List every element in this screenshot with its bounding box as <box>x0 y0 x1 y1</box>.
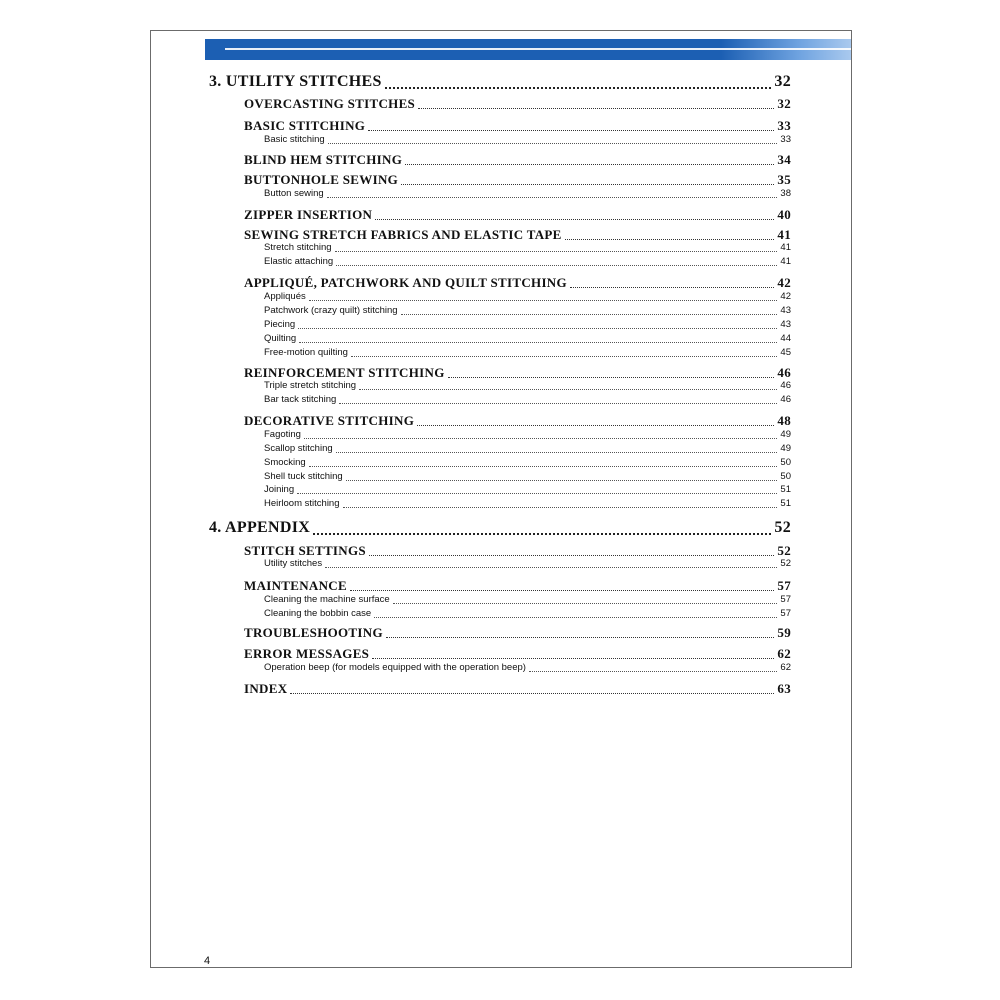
toc-entry-page: 41 <box>780 256 791 267</box>
toc-subsection[interactable] <box>264 347 791 359</box>
toc-entry-page: 42 <box>777 275 791 290</box>
dot-leader <box>368 130 774 131</box>
dot-leader <box>570 287 774 288</box>
toc-section[interactable] <box>244 578 791 594</box>
dot-leader <box>401 314 778 315</box>
toc-subsection[interactable] <box>264 380 791 392</box>
dot-leader <box>374 617 777 618</box>
dot-leader <box>327 197 778 198</box>
toc-entry-page: 51 <box>780 484 791 495</box>
toc-section[interactable] <box>244 543 791 559</box>
toc-entry-title: Patchwork (crazy quilt) stitching <box>264 305 398 316</box>
toc-entry-title: Elastic attaching <box>264 256 334 267</box>
toc-subsection[interactable] <box>264 394 791 406</box>
toc-subsection[interactable] <box>264 333 791 345</box>
toc-entry-page: 41 <box>780 242 791 253</box>
toc-subsection[interactable] <box>264 188 791 200</box>
dot-leader <box>372 658 774 659</box>
dot-leader <box>343 507 778 508</box>
toc-entry-page: 43 <box>780 305 791 316</box>
dot-leader <box>299 342 777 343</box>
toc-entry-title: Operation beep (for models equipped with the operation beep) <box>264 662 526 673</box>
toc-entry-page: 46 <box>777 365 791 380</box>
toc-entry-page: 34 <box>777 152 791 167</box>
toc-entry-title: Utility stitches <box>264 558 323 569</box>
toc-entry-page: 43 <box>780 319 791 330</box>
toc-section[interactable] <box>244 681 791 697</box>
dot-leader <box>405 164 774 165</box>
toc-subsection[interactable] <box>264 291 791 303</box>
dot-leader <box>328 143 778 144</box>
toc-entry-page: 45 <box>780 347 791 358</box>
toc-entry-page: 33 <box>780 134 791 145</box>
toc-subsection[interactable] <box>264 471 791 483</box>
toc-entry-title: APPLIQUÉ, PATCHWORK AND QUILT STITCHING <box>244 275 567 290</box>
toc-entry-title: Bar tack stitching <box>264 394 337 405</box>
toc-entry-title: 3. UTILITY STITCHES <box>209 73 382 90</box>
toc-entry-page: 62 <box>780 662 791 673</box>
toc-subsection[interactable] <box>264 256 791 268</box>
toc-entry-page: 50 <box>780 457 791 468</box>
toc-entry-page: 33 <box>777 118 791 133</box>
toc-entry-title: Triple stretch stitching <box>264 380 357 391</box>
dot-leader <box>350 590 774 591</box>
toc-entry-page: 59 <box>777 625 791 640</box>
table-of-contents <box>151 31 851 967</box>
dot-leader <box>336 265 777 266</box>
toc-entry-page: 32 <box>774 73 791 90</box>
dot-leader <box>529 671 777 672</box>
toc-entry-page: 52 <box>777 543 791 558</box>
toc-entry-title: DECORATIVE STITCHING <box>244 413 415 428</box>
toc-entry-title: INDEX <box>244 681 288 696</box>
toc-subsection[interactable] <box>264 558 791 570</box>
toc-subsection[interactable] <box>264 498 791 510</box>
toc-entry-title: Button sewing <box>264 188 324 199</box>
toc-entry-title: Cleaning the machine surface <box>264 594 390 605</box>
dot-leader <box>313 533 771 535</box>
toc-section[interactable] <box>244 625 791 641</box>
toc-entry-page: 63 <box>777 681 791 696</box>
dot-leader <box>385 87 772 89</box>
toc-entry-title: ZIPPER INSERTION <box>244 207 373 222</box>
toc-section[interactable] <box>244 96 791 112</box>
dot-leader <box>309 466 778 467</box>
dot-leader <box>339 403 777 404</box>
toc-section[interactable] <box>244 172 791 188</box>
dot-leader <box>346 480 778 481</box>
toc-entry-page: 46 <box>780 380 791 391</box>
toc-chapter[interactable] <box>209 519 791 539</box>
toc-entry-title: Shell tuck stitching <box>264 471 343 482</box>
toc-entry-title: REINFORCEMENT STITCHING <box>244 365 445 380</box>
toc-entry-page: 49 <box>780 443 791 454</box>
toc-entry-title: Cleaning the bobbin case <box>264 608 372 619</box>
dot-leader <box>375 219 774 220</box>
toc-entry-title: BLIND HEM STITCHING <box>244 152 403 167</box>
toc-entry-title: MAINTENANCE <box>244 578 347 593</box>
toc-entry-title: Appliqués <box>264 291 306 302</box>
toc-entry-title: ERROR MESSAGES <box>244 646 370 661</box>
toc-entry-page: 49 <box>780 429 791 440</box>
dot-leader <box>448 377 775 378</box>
dot-leader <box>335 251 778 252</box>
toc-section[interactable] <box>244 207 791 223</box>
toc-subsection[interactable] <box>264 242 791 254</box>
toc-section[interactable] <box>244 413 791 429</box>
toc-entry-page: 35 <box>777 172 791 187</box>
toc-entry-title: OVERCASTING STITCHES <box>244 96 416 111</box>
page-number: 4 <box>204 955 211 967</box>
toc-entry-title: SEWING STRETCH FABRICS AND ELASTIC TAPE <box>244 227 562 242</box>
toc-section[interactable] <box>244 646 791 662</box>
toc-chapter[interactable] <box>209 73 791 93</box>
toc-entry-title: Quilting <box>264 333 297 344</box>
toc-entry-title: TROUBLESHOOTING <box>244 625 383 640</box>
dot-leader <box>309 300 778 301</box>
dot-leader <box>298 328 777 329</box>
toc-section[interactable] <box>244 275 791 291</box>
dot-leader <box>359 389 777 390</box>
manual-page <box>150 30 852 968</box>
toc-entry-title: BASIC STITCHING <box>244 118 366 133</box>
toc-entry-title: Basic stitching <box>264 134 325 145</box>
dot-leader <box>297 493 777 494</box>
dot-leader <box>417 425 774 426</box>
toc-entry-page: 46 <box>780 394 791 405</box>
toc-entry-title: STITCH SETTINGS <box>244 543 366 558</box>
toc-entry-title: Joining <box>264 484 295 495</box>
toc-entry-page: 50 <box>780 471 791 482</box>
dot-leader <box>325 567 777 568</box>
dot-leader <box>386 637 775 638</box>
toc-entry-page: 57 <box>780 608 791 619</box>
toc-section[interactable] <box>244 152 791 168</box>
toc-section[interactable] <box>244 227 791 243</box>
toc-subsection[interactable] <box>264 319 791 331</box>
toc-subsection[interactable] <box>264 594 791 606</box>
dot-leader <box>290 693 774 694</box>
toc-subsection[interactable] <box>264 305 791 317</box>
toc-subsection[interactable] <box>264 457 791 469</box>
toc-entry-page: 38 <box>780 188 791 199</box>
toc-subsection[interactable] <box>264 662 791 674</box>
dot-leader <box>565 239 775 240</box>
toc-entry-page: 52 <box>780 558 791 569</box>
toc-subsection[interactable] <box>264 134 791 146</box>
toc-entry-page: 40 <box>777 207 791 222</box>
toc-entry-title: Fagoting <box>264 429 301 440</box>
toc-entry-page: 32 <box>777 96 791 111</box>
toc-entry-title: 4. APPENDIX <box>209 519 311 536</box>
toc-entry-title: Piecing <box>264 319 296 330</box>
toc-entry-title: BUTTONHOLE SEWING <box>244 172 399 187</box>
toc-entry-page: 62 <box>777 646 791 661</box>
toc-entry-title: Heirloom stitching <box>264 498 340 509</box>
toc-entry-page: 51 <box>780 498 791 509</box>
dot-leader <box>418 108 774 109</box>
dot-leader <box>336 452 778 453</box>
toc-entry-page: 44 <box>780 333 791 344</box>
toc-entry-page: 41 <box>777 227 791 242</box>
toc-section[interactable] <box>244 365 791 381</box>
toc-entry-page: 42 <box>780 291 791 302</box>
dot-leader <box>369 555 774 556</box>
dot-leader <box>401 184 774 185</box>
toc-subsection[interactable] <box>264 443 791 455</box>
toc-subsection[interactable] <box>264 429 791 441</box>
toc-entry-title: Free-motion quilting <box>264 347 348 358</box>
toc-section[interactable] <box>244 118 791 134</box>
toc-subsection[interactable] <box>264 608 791 620</box>
toc-entry-page: 52 <box>774 519 791 536</box>
toc-entry-title: Scallop stitching <box>264 443 333 454</box>
toc-entry-title: Smocking <box>264 457 306 468</box>
toc-entry-page: 48 <box>777 413 791 428</box>
dot-leader <box>393 603 778 604</box>
dot-leader <box>351 356 777 357</box>
toc-entry-page: 57 <box>777 578 791 593</box>
toc-subsection[interactable] <box>264 484 791 496</box>
toc-entry-title: Stretch stitching <box>264 242 332 253</box>
toc-entry-page: 57 <box>780 594 791 605</box>
dot-leader <box>304 438 777 439</box>
